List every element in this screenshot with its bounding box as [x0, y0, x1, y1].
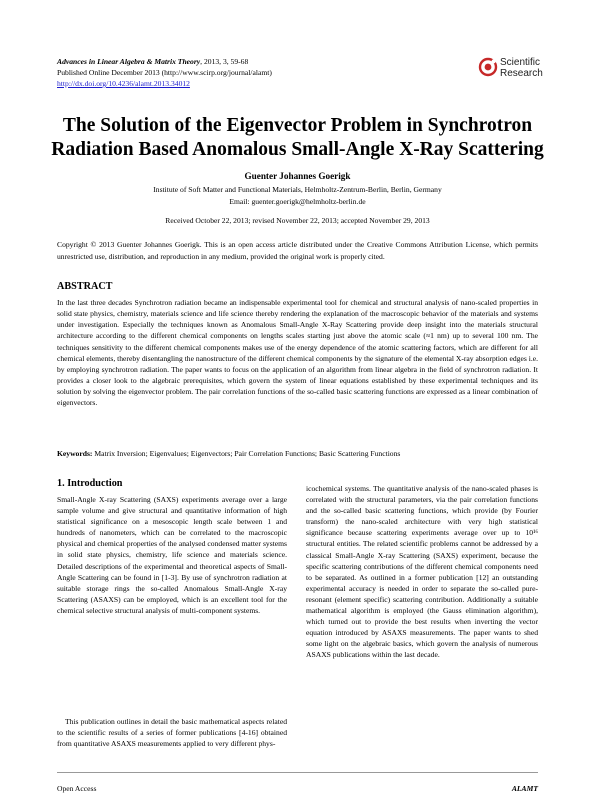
- paper-title: The Solution of the Eigenvector Problem in Synchrotron Radiation Based Anomalous Small-Angle X-Ray Scattering: [51, 115, 544, 160]
- author-email: Email: guenter.goerigk@helmholtz-berlin.de: [229, 197, 366, 206]
- publication-info: Published Online December 2013 (http://www.scirp.org/journal/alamt): [57, 68, 272, 77]
- keywords-list: Matrix Inversion; Eigenvalues; Eigenvectors; Pair Correlation Functions; Basic Scattering Functions: [94, 449, 401, 458]
- footer-journal-abbrev: ALAMT: [511, 784, 538, 793]
- submission-dates: Received October 22, 2013; revised November 22, 2013; accepted November 29, 2013: [165, 216, 430, 225]
- logo-text-line2: Research: [500, 68, 543, 79]
- journal-header: [57, 56, 272, 89]
- footer-divider: [57, 772, 538, 773]
- intro-paragraph-1: Small-Angle X-ray Scattering (SAXS) experiments average over a large sample volume and give structural and quantitative information of high statistical significance on a mesoscopic length scale between 1 and hundreds of nanometers, which can be correlated to the macroscopic physical and chemical properties of the analysed condensed matter systems in solid state physics, chemistry, life science and materials science. Detailed descriptions of the experimental and theoretical aspects of Small-Angle Scattering can be found in [1-3]. By use of synchrotron radiation at suitable storage rings the so-called Anomalous Small-Angle X-ray Scattering (ASAXS) can be employed, which is an excellent tool for the chemical selective structural analysis of multi-component systems.: [57, 495, 287, 615]
- copyright-notice: Copyright © 2013 Guenter Johannes Goerigk. This is an open access article distributed under the Creative Commons Attribution License, which permits unrestricted use, distribution, and reproduction in any medium, provided the original work is properly cited.: [57, 240, 538, 261]
- author-name: Guenter Johannes Goerigk: [244, 171, 351, 181]
- doi-link[interactable]: http://dx.doi.org/10.4236/alamt.2013.34012: [57, 79, 190, 88]
- volume-info: , 2013, 3, 59-68: [200, 57, 249, 66]
- footer-open-access: Open Access: [57, 784, 97, 793]
- keywords: [57, 449, 538, 458]
- affiliation: Institute of Soft Matter and Functional Materials, Helmholtz-Zentrum-Berlin, Berlin, Germany: [153, 185, 442, 194]
- logo-text-line1: Scientific: [500, 57, 541, 68]
- scientific-research-logo-icon: [478, 57, 498, 77]
- keywords-label: Keywords:: [57, 449, 93, 458]
- publisher-logo: [478, 56, 550, 82]
- journal-citation: [57, 56, 272, 67]
- journal-name: Advances in Linear Algebra & Matrix Theory: [57, 57, 201, 66]
- intro-paragraph-2: This publication outlines in detail the basic mathematical aspects related to the scientific results of a series of former publications [4-16] obtained from quantitative ASAXS measurements applied to very different phys-: [57, 717, 287, 749]
- intro-paragraph-3: icochemical systems. The quantitative analysis of the nano-scaled phases is correlated with the structural parameters, via the pair correlation functions and the so-called basic scattering functions, which provide (by Fourier transform) the nano-scaled architecture with very high statistical significance because scattering experiments average over up to 10¹⁶ structural entities. The related scientific problems cannot be addressed by a classical Small-Angle X-ray Scattering (SAXS) experiment, because the specific scattering contributions of the different chemical components need to be separated. As outlined in a former publication [12] an outstanding experimental accuracy is needed in order to separate the so-called pure-resonant (element specific) scattering contribution. Additionally a suitable mathematical algorithm is employed (the Gauss elimination algorithm), which turned out to provide the best results when inverting the vector equation introduced by ASAXS measurements. The paper wants to shed some light on the algebraic basics, which govern the analysis of numerous ASAXS publications within the last decade.: [306, 484, 538, 660]
- section-heading: 1. Introduction: [57, 478, 123, 489]
- abstract-heading: ABSTRACT: [57, 281, 113, 292]
- abstract-text: In the last three decades Synchrotron radiation became an indispensable experimental tool for chemical and structural analysis of nano-scaled properties in solid state physics, chemistry, materials science and life science thereby rendering the explanation of the macroscopic behavior of the materials and systems under investigation. Especially the techniques known as Anomalous Small-Angle X-Ray Scattering provide deep insight into the materials structural architecture according to the different chemical components on lengths scales starting just above the atomic scale (≈1 nm) up to several 100 nm. The techniques sensitivity to the different chemical components makes use of the energy dependence of the atomic scattering factors, which are different for all chemical elements, thereby disentangling the nanostructure of the different chemical components by the signature of the elemental X-ray absorption edges i.e. by employing synchrotron radiation. The paper wants to focus on the application of an algorithm from linear algebra in the field of synchrotron radiation. It provides a closer look to the algebraic prerequisites, which govern the system of linear equations established by these experimental techniques and its solution by solving the eigenvector problem. The pair correlation functions of the so-called basic scattering functions are expressed as a linear combination of eigenvectors.: [57, 298, 538, 408]
